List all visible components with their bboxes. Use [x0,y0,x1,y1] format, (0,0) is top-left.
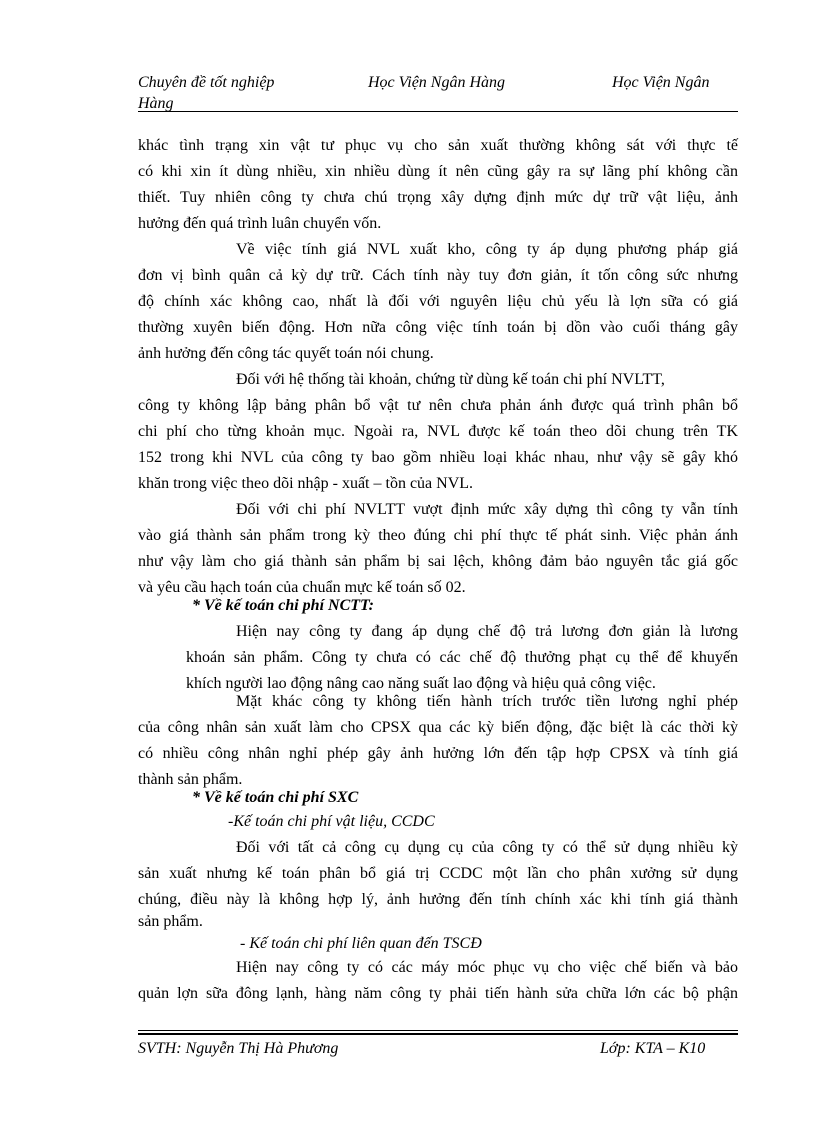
body-line: hưởng đến quá trình luân chuyển vốn. [138,215,382,232]
body-line: Mặt khác công ty không tiến hành trích trước tiền lương nghỉ phép [236,693,738,710]
body-line: Đối với chi phí NVLTT vượt định mức xây dựng thì công ty vẫn tính [236,501,738,518]
body-line: thành sản phẩm. [138,771,243,788]
body-line: vào giá thành sản phẩm trong kỳ theo đúng chi phí thực tế phát sinh. Việc phản ánh [138,527,738,544]
subheading-ccdc: -Kế toán chi phí vật liệu, CCDC [228,813,435,830]
body-line: chi phí cho từng khoản mục. Ngoài ra, NVL được kế toán theo dõi chung trên TK [138,423,738,440]
body-line: công ty không lập bảng phân bổ vật tư nên chưa phản ánh được quá trình phân bổ [138,397,738,414]
footer-student: SVTH: Nguyễn Thị Hà Phương [138,1040,339,1057]
body-line: đơn vị bình quân cả kỳ dự trữ. Cách tính này tuy đơn giản, ít tốn công sức nhưng [138,267,738,284]
body-line: khác tình trạng xin vật tư phục vụ cho sản xuất thường không sát với thực tế [138,137,738,154]
footer-class: Lớp: KTA – K10 [600,1040,706,1057]
body-line: Đối với tất cả công cụ dụng cụ của công ty có thể sử dụng nhiều kỳ [236,839,738,856]
body-line: Hiện nay công ty đang áp dụng chế độ trả lương đơn giản là lương [236,623,738,640]
footer-rule-thin [138,1030,738,1031]
section-heading-ncct: * Về kế toán chi phí NCTT: [192,597,374,614]
header-center: Học Viện Ngân Hàng [368,74,506,91]
body-line: và yêu cầu hạch toán của chuẩn mực kế toán số 02. [138,579,466,596]
body-line: khích người lao động nâng cao năng suất lao động và hiệu quả công việc. [186,675,656,692]
body-line: sản phẩm. [138,913,203,930]
body-line: Đối với hệ thống tài khoản, chứng từ dùng kế toán chi phí NVLTT, [236,371,665,388]
subheading-tscd: - Kế toán chi phí liên quan đến TSCĐ [240,935,482,952]
body-line: khăn trong việc theo dõi nhập - xuất – tồn của NVL. [138,475,474,492]
body-line: như vậy làm cho giá thành sản phẩm bị sai lệch, không đảm bảo nguyên tắc giá gốc [138,553,738,570]
section-heading-sxc: * Về kế toán chi phí SXC [192,789,359,806]
body-line: có nhiều công nhân nghỉ phép gây ảnh hưởng lớn đến tập hợp CPSX và tính giá [138,745,738,762]
body-line: độ chính xác không cao, nhất là đối với nguyên liệu chủ yếu là lợn sữa có giá [138,293,738,310]
header-left-wrap: Hàng [138,95,174,112]
body-line: ảnh hưởng đến công tác quyết toán nói chung. [138,345,434,362]
body-line: quản lợn sữa đông lạnh, hàng năm công ty phải tiến hành sửa chữa lớn các bộ phận [138,985,738,1002]
body-line: Hiện nay công ty có các máy móc phục vụ cho việc chế biến và bảo [236,959,738,976]
body-line: của công nhân sản xuất làm cho CPSX qua các kỳ biến động, đặc biệt là các thời kỳ [138,719,738,736]
header-left: Chuyên đề tốt nghiệp [138,74,275,91]
body-line: thiết. Tuy nhiên công ty chưa chú trọng xây dựng định mức dự trữ vật liệu, ảnh [138,189,738,206]
body-line: chúng, điều này là không hợp lý, ảnh hưởng đến tính chính xác khi tính giá thành [138,891,738,908]
footer-rule-thick [138,1033,738,1035]
body-line: 152 trong khi NVL của công ty bao gồm nhiều loại khác nhau, như vậy sẽ gây khó [138,449,738,466]
body-line: khoán sản phẩm. Công ty chưa có các chế độ thưởng phạt cụ thể để khuyến [186,649,738,666]
body-line: Về việc tính giá NVL xuất kho, công ty áp dụng phương pháp giá [236,241,738,258]
body-line: sản xuất nhưng kế toán phân bổ giá trị CCDC một lần cho phân xưởng sử dụng [138,865,738,882]
body-line: thường xuyên biến động. Hơn nữa công việc tính toán bị dồn vào cuối tháng gây [138,319,738,336]
header-rule [138,111,738,112]
body-line: có khi xin ít dùng nhiều, xin nhiều dùng ít nên cũng gây ra sự lãng phí không cần [138,163,738,180]
header-right: Học Viện Ngân [612,74,710,91]
